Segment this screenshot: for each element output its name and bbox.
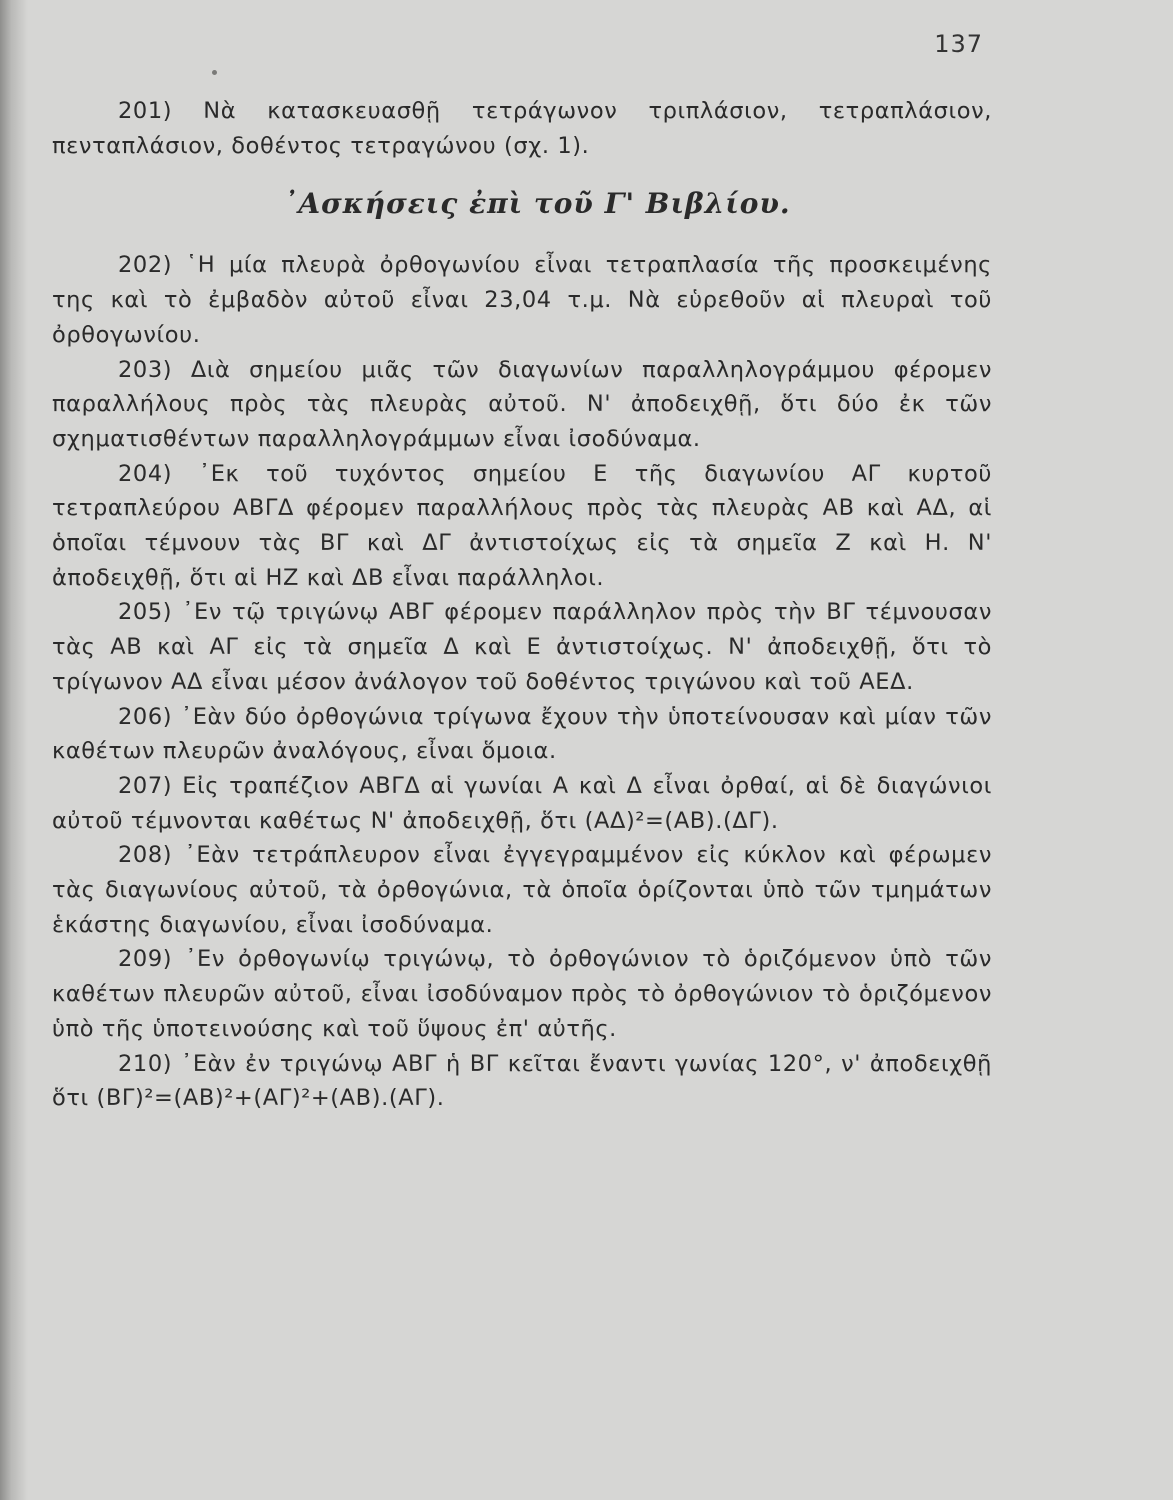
exercise-204: [52, 457, 992, 596]
exercise-number: 208): [118, 842, 173, 869]
page-number: 137: [934, 30, 983, 58]
exercise-text: Νὰ κατασκευασθῇ τετράγωνον τριπλάσιον, τετραπλάσιον, πενταπλάσιον, δοθέντος τετραγώνου (σχ. 1).: [52, 98, 992, 159]
exercise-207: [52, 769, 992, 838]
print-speck: [212, 70, 217, 75]
exercise-number: 201): [118, 98, 173, 124]
exercise-203: [52, 353, 992, 457]
exercise-number: 202): [118, 252, 173, 279]
exercise-text: ῾Η μία πλευρὰ ὀρθογωνίου εἶναι τετραπλασία τῆς προσκειμένης της καὶ τὸ ἐμβαδὸν αὐτοῦ εἶναι 23,04 τ.μ. Νὰ εὑρεθοῦν αἱ πλευραὶ τοῦ ὀρθογωνίου.: [52, 252, 992, 348]
exercise-text: ᾿Εν τῷ τριγώνῳ ΑΒΓ φέρομεν παράλληλον πρὸς τὴν ΒΓ τέμνουσαν τὰς ΑΒ καὶ ΑΓ εἰς τὰ σημεῖα Δ καὶ Ε ἀντιστοίχως. Ν' ἀποδειχθῇ, ὅτι τὸ τρίγωνον ΑΔ εἶναι μέσον ἀνάλογον τοῦ δοθέντος τριγώνου καὶ τοῦ ΑΕΔ.: [52, 599, 992, 695]
exercise-text: ᾿Εν ὀρθογωνίῳ τριγώνῳ, τὸ ὀρθογώνιον τὸ ὁριζόμενον ὑπὸ τῶν καθέτων πλευρῶν αὐτοῦ, εἶναι ἰσοδύναμον πρὸς τὸ ὀρθογώνιον τὸ ὁριζόμενον ὑπὸ τῆς ὑποτεινούσης καὶ τοῦ ὕψους ἐπ' αὐτῆς.: [52, 946, 992, 1042]
exercise-206: [52, 700, 992, 769]
exercise-number: 205): [118, 599, 173, 626]
exercise-number: 203): [118, 356, 173, 383]
section-title: ᾿Ασκήσεις ἐπὶ τοῦ Γ' Βιβλίου.: [283, 187, 791, 221]
exercise-text: ᾿Εὰν ἐν τριγώνῳ ΑΒΓ ἡ ΒΓ κεῖται ἔναντι γωνίας 120°, ν' ἀποδειχθῇ ὅτι (ΒΓ)²=(ΑΒ)²+(ΑΓ)²+(ΑΒ).(ΑΓ).: [52, 1050, 992, 1112]
exercise-text: ᾿Εὰν τετράπλευρον εἶναι ἐγγεγραμμένον εἰς κύκλον καὶ φέρωμεν τὰς διαγωνίους αὐτοῦ, τὰ ὀρθογώνια, τὰ ὁποῖα ὁρίζονται ὑπὸ τῶν τμημάτων ἑκάστης διαγωνίου, εἶναι ἰσοδύναμα.: [52, 842, 993, 938]
exercise-number: 209): [118, 946, 173, 973]
exercise-text: ᾿Εκ τοῦ τυχόντος σημείου Ε τῆς διαγωνίου ΑΓ κυρτοῦ τετραπλεύρου ΑΒΓΔ φέρομεν παραλλήλους πρὸς τὰς πλευρὰς ΑΒ καὶ ΑΔ, αἱ ὁποῖαι τέμνουν τὰς ΒΓ καὶ ΔΓ ἀντιστοίχως εἰς τὰ σημεῖα Ζ καὶ Η. Ν' ἀποδειχθῇ, ὅτι αἱ ΗΖ καὶ ΔΒ εἶναι παράλληλοι.: [52, 460, 992, 591]
exercise-205: [52, 595, 992, 699]
exercise-number: 206): [118, 703, 173, 730]
page-content: [52, 94, 992, 1116]
binding-shadow: [0, 0, 28, 1500]
exercise-202: [52, 248, 992, 352]
exercise-number: 204): [118, 460, 173, 487]
exercise-209: [52, 942, 992, 1046]
exercise-number: 210): [118, 1050, 173, 1077]
exercise-201: [52, 94, 992, 163]
exercise-text: ᾿Εὰν δύο ὀρθογώνια τρίγωνα ἔχουν τὴν ὑποτείνουσαν καὶ μίαν τῶν καθέτων πλευρῶν ἀναλόγους, εἶναι ὅμοια.: [52, 703, 992, 765]
exercise-210: [52, 1047, 992, 1116]
exercise-text: Διὰ σημείου μιᾶς τῶν διαγωνίων παραλληλογράμμου φέρομεν παραλλήλους πρὸς τὰς πλευρὰς αὐτοῦ. Ν' ἀποδειχθῇ, ὅτι δύο ἐκ τῶν σχηματισθέντων παραλληλογράμμων εἶναι ἰσοδύναμα.: [52, 356, 992, 452]
exercise-number: 207): [118, 772, 173, 799]
exercise-text: Εἰς τραπέζιον ΑΒΓΔ αἱ γωνίαι Α καὶ Δ εἶναι ὀρθαί, αἱ δὲ διαγώνιοι αὐτοῦ τέμνονται καθέτως Ν' ἀποδειχθῇ, ὅτι (ΑΔ)²=(ΑΒ).(ΔΓ).: [52, 772, 992, 834]
exercise-208: [52, 838, 992, 942]
